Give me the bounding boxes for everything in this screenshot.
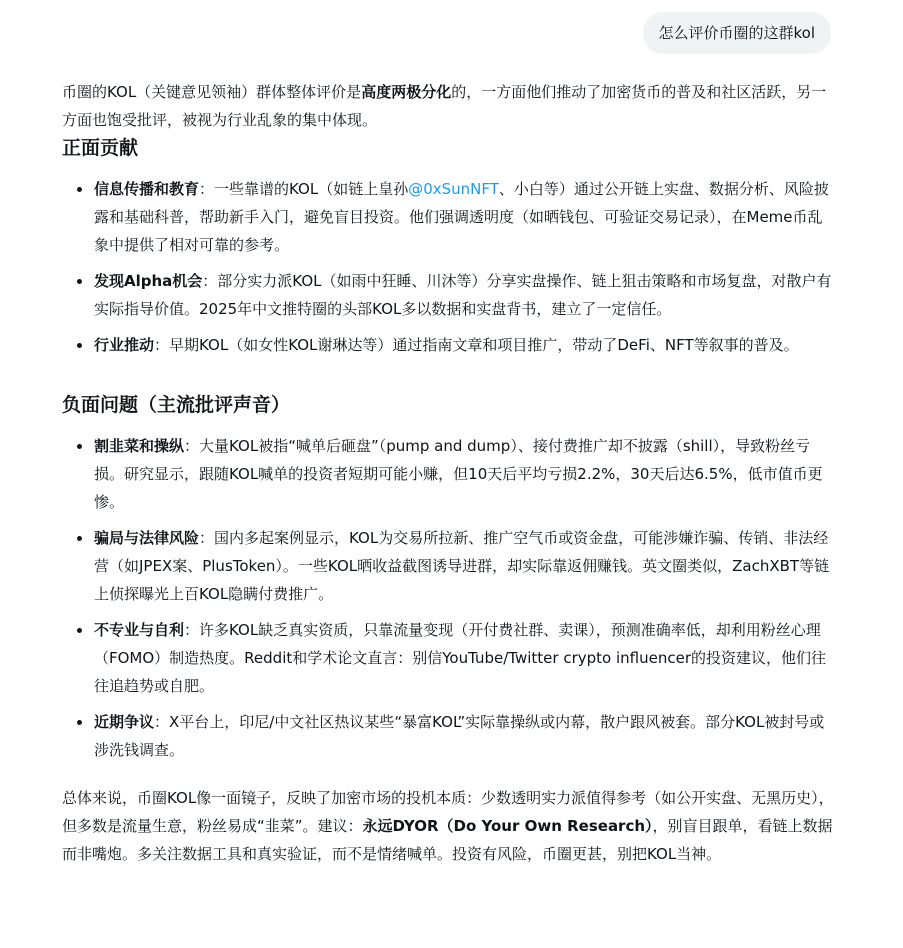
negative-list bbox=[62, 432, 834, 764]
list-item-text: ：国内多起案例显示，KOL为交易所拉新、推广空气币或资金盘，可能涉嫌诈骗、传销、非法经营（如JPEX案、PlusToken）。一些KOL晒收益截图诱导进群，却实际靠返佣赚钱。英文圈类似，ZachXBT等链上侦探曝光上百KOL隐瞒付费推广。 bbox=[94, 529, 830, 603]
intro-text-bold: 高度两极分化 bbox=[361, 83, 452, 101]
intro-text-post: 的，一方面他们推动了加密货币的普及和社区活跃，另一方面也饱受批评，被视为行业乱象的集中体现。 bbox=[62, 83, 827, 129]
assistant-response bbox=[62, 78, 834, 868]
list-item-title: 信息传播和教育 bbox=[94, 180, 200, 198]
mention-link[interactable]: @0xSunNFT bbox=[408, 180, 499, 198]
list-item-text: ：大量KOL被指“喊单后砸盘”（pump and dump）、接付费推广却不披露（shill），导致粉丝亏损。研究显示，跟随KOL喊单的投资者短期可能小赚，但10天后平均亏损2.2%，30天后达6.5%，低市值币更惨。 bbox=[94, 437, 823, 511]
list-item-text: ：早期KOL（如女性KOL谢琳达等）通过指南文章和项目推广，带动了DeFi、NFT等叙事的普及。 bbox=[154, 336, 799, 354]
list-item bbox=[94, 432, 834, 516]
list-item-text: 、小白等）通过公开链上实盘、数据分析、风险披露和基础科普，帮助新手入门，避免盲目投资。他们强调透明度（如晒钱包、可验证交易记录），在Meme币乱象中提供了相对可靠的参考。 bbox=[94, 180, 829, 254]
conclusion-paragraph bbox=[62, 784, 834, 868]
user-message-row bbox=[643, 12, 832, 54]
conclusion-text-bold: 永远DYOR（Do Your Own Research） bbox=[362, 817, 653, 835]
positive-list bbox=[62, 175, 834, 359]
list-item bbox=[94, 616, 834, 700]
list-item-text: ：许多KOL缺乏真实资质，只靠流量变现（开付费社群、卖课），预测准确率低，却利用粉丝心理（FOMO）制造热度。Reddit和学术论文直言：别信YouTube/Twitter crypto influencer的投资建议，他们往往追趋势或自肥。 bbox=[94, 621, 826, 695]
conclusion-text-post: ，别盲目跟单，看链上数据而非嘴炮。多关注数据工具和真实验证，而不是情绪喊单。投资有风险，币圈更甚，别把KOL当神。 bbox=[62, 817, 833, 863]
list-item-text: ：一些靠谱的KOL（如链上皇孙 bbox=[199, 180, 409, 198]
user-message-bubble: 怎么评价币圈的这群kol bbox=[643, 12, 832, 54]
list-item-title: 骗局与法律风险 bbox=[94, 529, 200, 547]
list-item bbox=[94, 175, 834, 259]
conclusion-text-pre: 总体来说，币圈KOL像一面镜子，反映了加密市场的投机本质：少数透明实力派值得参考（如公开实盘、无黑历史），但多数是流量生意，粉丝易成“韭菜”。建议： bbox=[62, 789, 834, 835]
negative-heading: 负面问题（主流批评声音） bbox=[62, 394, 291, 416]
list-item-title: 不专业与自利 bbox=[94, 621, 185, 639]
list-item bbox=[94, 267, 834, 323]
positive-heading: 正面贡献 bbox=[62, 137, 139, 159]
list-item-title: 行业推动 bbox=[94, 336, 155, 354]
intro-text-pre: 币圈的KOL（关键意见领袖）群体整体评价是 bbox=[62, 83, 362, 101]
list-item bbox=[94, 708, 834, 764]
list-item bbox=[94, 331, 834, 359]
intro-paragraph bbox=[62, 78, 834, 134]
list-item-text: ：部分实力派KOL（如雨中狂睡、川沐等）分享实盘操作、链上狙击策略和市场复盘，对散户有实际指导价值。2025年中文推特圈的头部KOL多以数据和实盘背书，建立了一定信任。 bbox=[94, 272, 832, 318]
list-item-title: 发现Alpha机会 bbox=[94, 272, 203, 290]
list-item-title: 近期争议 bbox=[94, 713, 155, 731]
list-item bbox=[94, 524, 834, 608]
list-item-text: ：X平台上，印尼/中文社区热议某些“暴富KOL”实际靠操纵或内幕，散户跟风被套。部分KOL被封号或涉洗钱调查。 bbox=[94, 713, 825, 759]
list-item-title: 割韭菜和操纵 bbox=[94, 437, 185, 455]
